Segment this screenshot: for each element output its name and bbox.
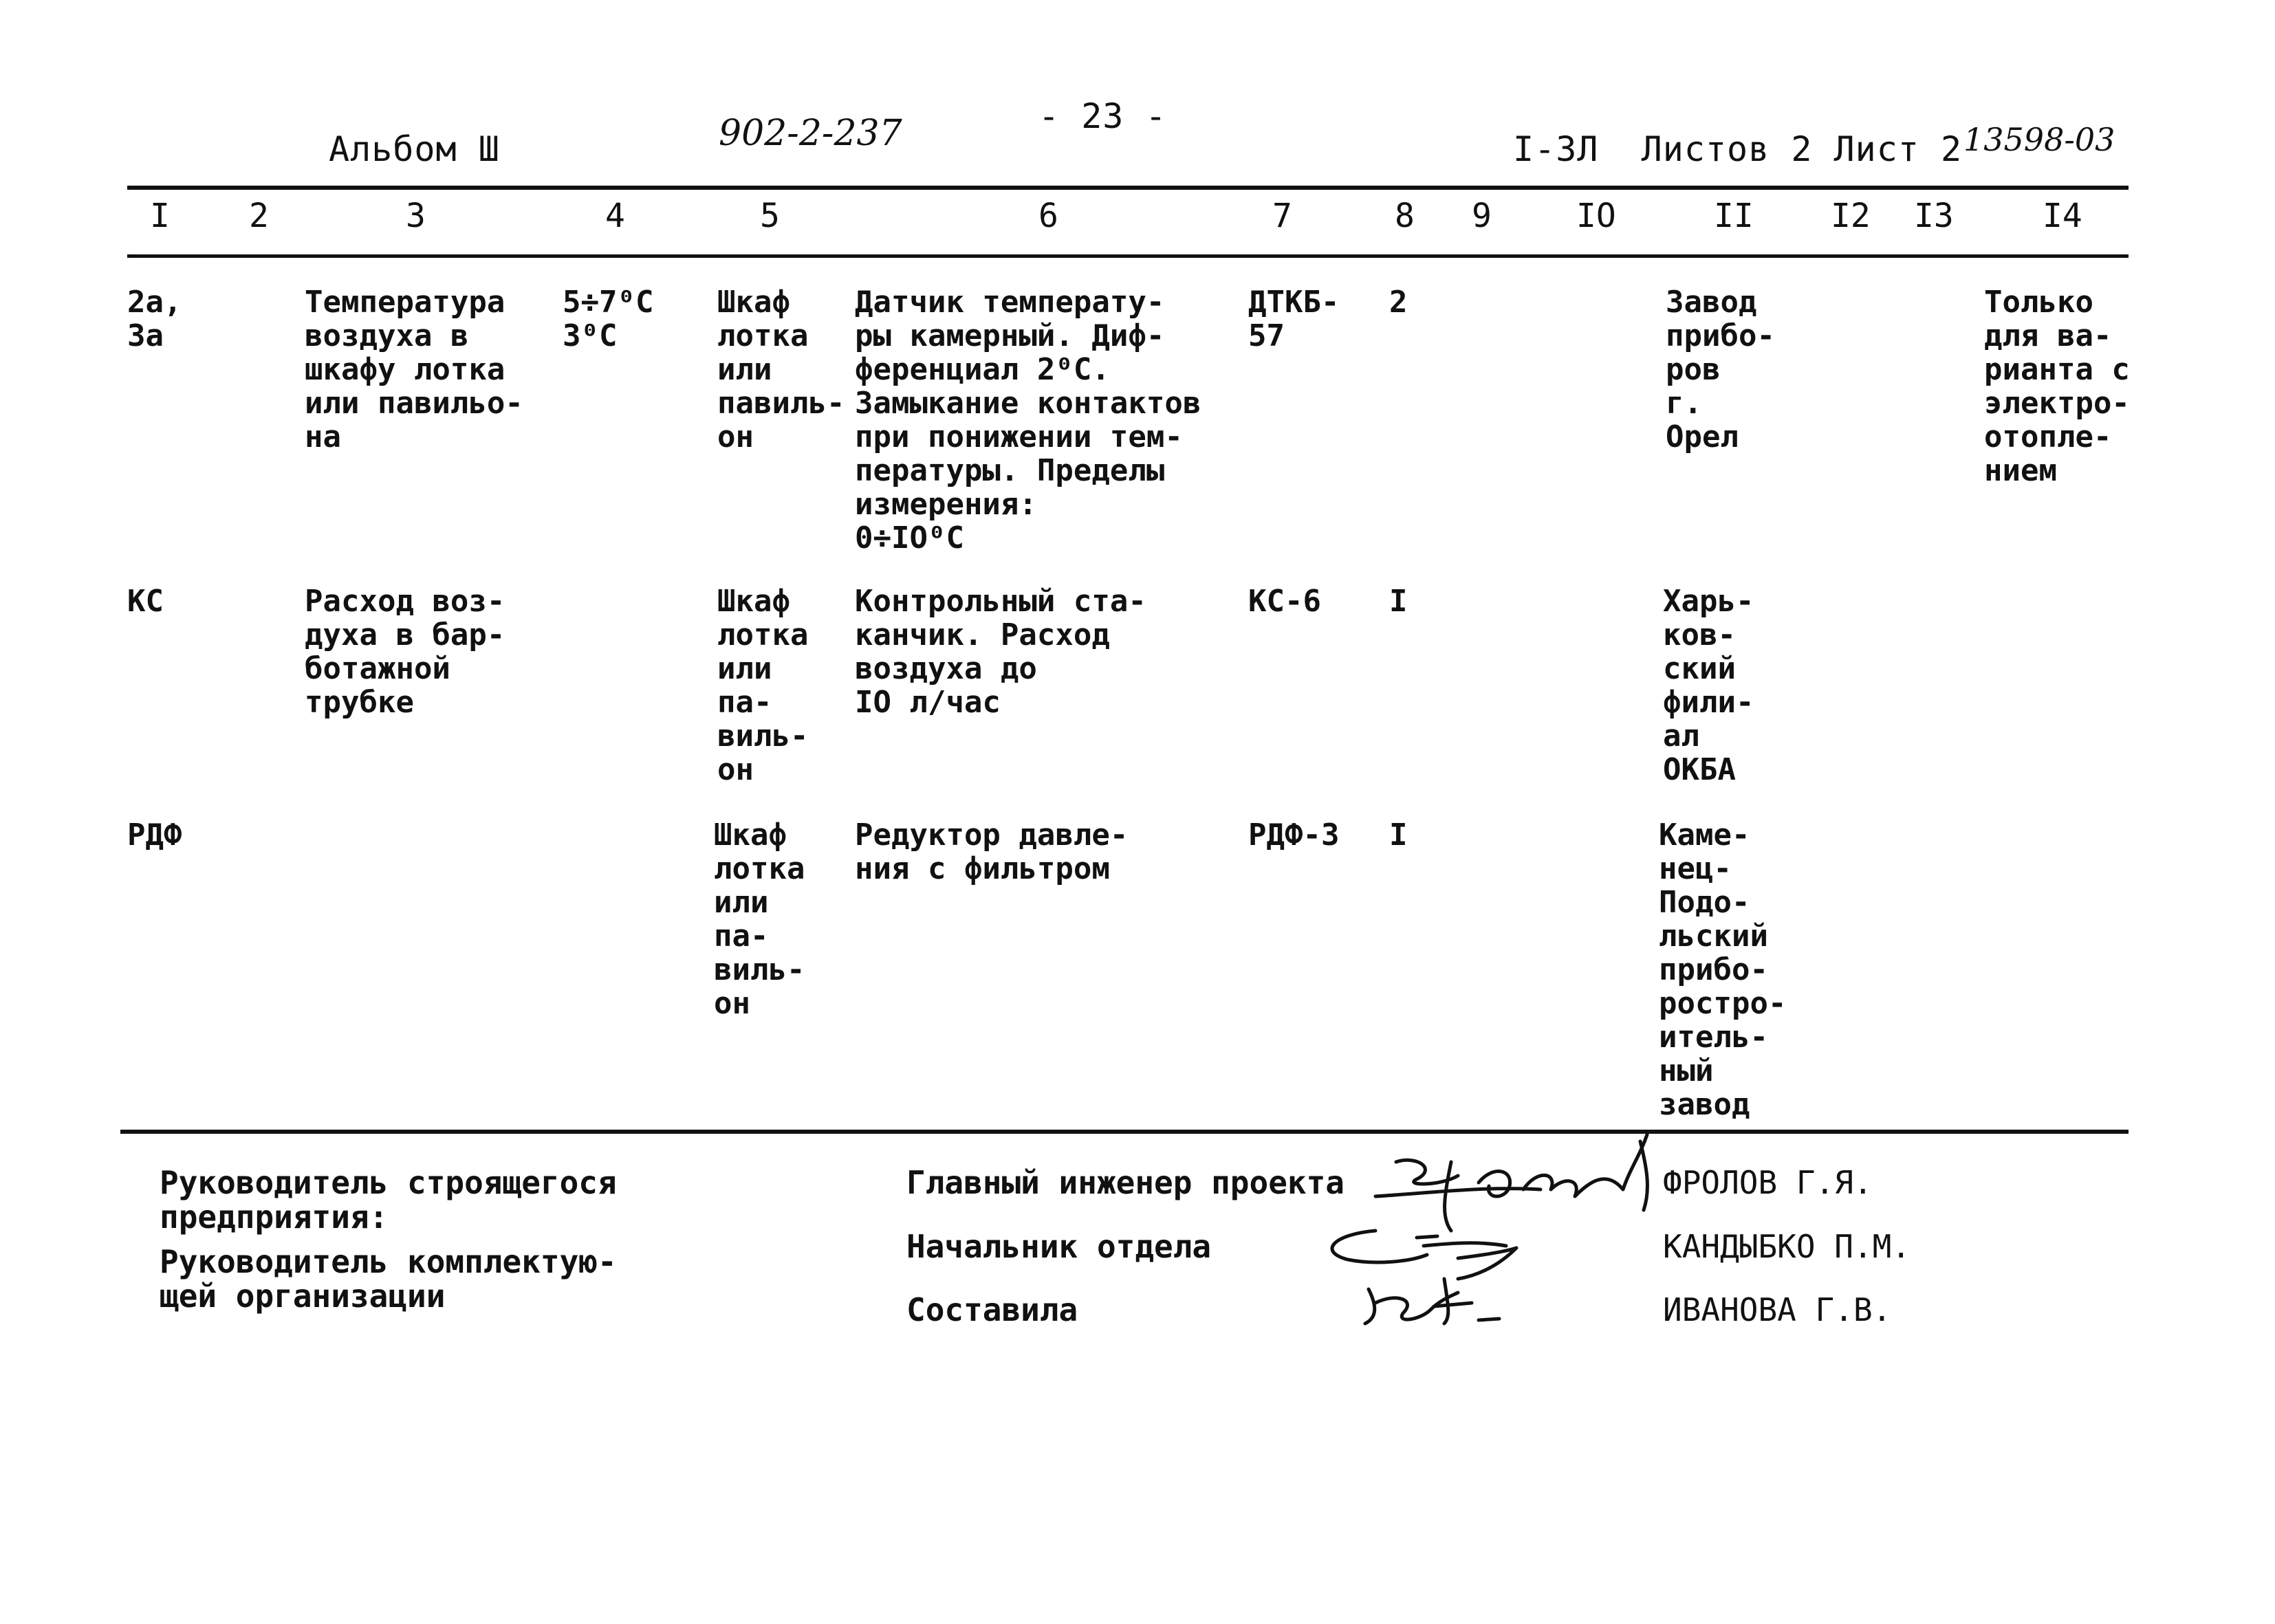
cell-quantity: 2 xyxy=(1389,285,1408,320)
cell-position: КС xyxy=(127,584,164,619)
supplier-representative-label: Руководитель комплектую- щей организации xyxy=(160,1243,617,1315)
cell-value: 5÷7⁰C 3⁰C xyxy=(563,285,654,353)
col-header: 9 xyxy=(1472,197,1492,235)
col-header: 3 xyxy=(406,197,426,235)
doc-number: 902-2-237 xyxy=(719,113,902,154)
department-head-name: КАНДЫБКО П.М. xyxy=(1663,1228,1911,1265)
album-label: Альбом Ш xyxy=(329,129,500,169)
customer-representative-label: Руководитель строящегося предприятия: xyxy=(160,1164,617,1236)
col-header: 8 xyxy=(1395,197,1415,235)
cell-quantity: I xyxy=(1389,584,1408,619)
cell-quantity: I xyxy=(1389,818,1408,853)
col-header: I2 xyxy=(1831,197,1871,235)
cell-location: Шкаф лотка или па- виль- он xyxy=(714,818,805,1021)
page-number: - 23 - xyxy=(1038,96,1167,136)
col-header: I4 xyxy=(2043,197,2082,235)
col-header: 5 xyxy=(760,197,780,235)
col-header: I xyxy=(150,197,170,235)
cell-location: Шкаф лотка или павиль- он xyxy=(717,285,845,454)
cell-position: 2а, 3а xyxy=(127,285,182,353)
cell-manufacturer: Завод прибо- ров г. Орел xyxy=(1666,285,1775,454)
cell-description: Датчик температу- ры камерный. Диф- ференциал 2⁰C. Замыкание контактов при понижении тем- пературы. Пределы измерения: 0÷IO⁰C xyxy=(855,285,1201,556)
cell-position: РДФ xyxy=(127,818,182,853)
cell-manufacturer: Каме- нец- Подо- льский прибо- ростро- итель- ный завод xyxy=(1659,818,1787,1122)
stamp-number: 13598-03 xyxy=(1963,121,2115,158)
cell-type: ДТКБ- 57 xyxy=(1248,285,1340,353)
col-header: 6 xyxy=(1038,197,1058,235)
cell-parameter: Температура воздуха в шкафу лотка или павильо- на xyxy=(305,285,523,454)
signature-chief-engineer xyxy=(1375,1134,1647,1231)
cell-description: Редуктор давле- ния с фильтром xyxy=(855,818,1129,886)
col-header: II xyxy=(1714,197,1754,235)
compiled-by-label: Составила xyxy=(906,1291,1078,1328)
sheet-info: I-ЗЛ Листов 2 Лист 2 xyxy=(1513,129,1963,169)
signature-department-head xyxy=(1332,1231,1516,1279)
col-header: 4 xyxy=(605,197,625,235)
chief-engineer-name: ФРОЛОВ Г.Я. xyxy=(1663,1164,1873,1201)
cell-type: РДФ-3 xyxy=(1248,818,1340,853)
department-head-label: Начальник отдела xyxy=(906,1228,1212,1265)
cell-note: Только для ва- рианта с электро- отопле- нием xyxy=(1984,285,2130,488)
col-header: 2 xyxy=(249,197,269,235)
cell-type: КС-6 xyxy=(1248,584,1321,619)
cell-description: Контрольный ста- канчик. Расход воздуха до IO л/час xyxy=(855,584,1146,720)
col-header: IO xyxy=(1576,197,1616,235)
col-header: I3 xyxy=(1914,197,1954,235)
compiler-name: ИВАНОВА Г.В. xyxy=(1663,1291,1892,1328)
cell-manufacturer: Харь- ков- ский фили- ал ОКБА xyxy=(1663,584,1754,787)
chief-engineer-label: Главный инженер проекта xyxy=(906,1164,1345,1201)
col-header: 7 xyxy=(1272,197,1292,235)
signature-compiler xyxy=(1365,1279,1499,1324)
cell-location: Шкаф лотка или па- виль- он xyxy=(717,584,809,787)
cell-parameter: Расход воз- духа в бар- ботажной трубке xyxy=(305,584,505,720)
